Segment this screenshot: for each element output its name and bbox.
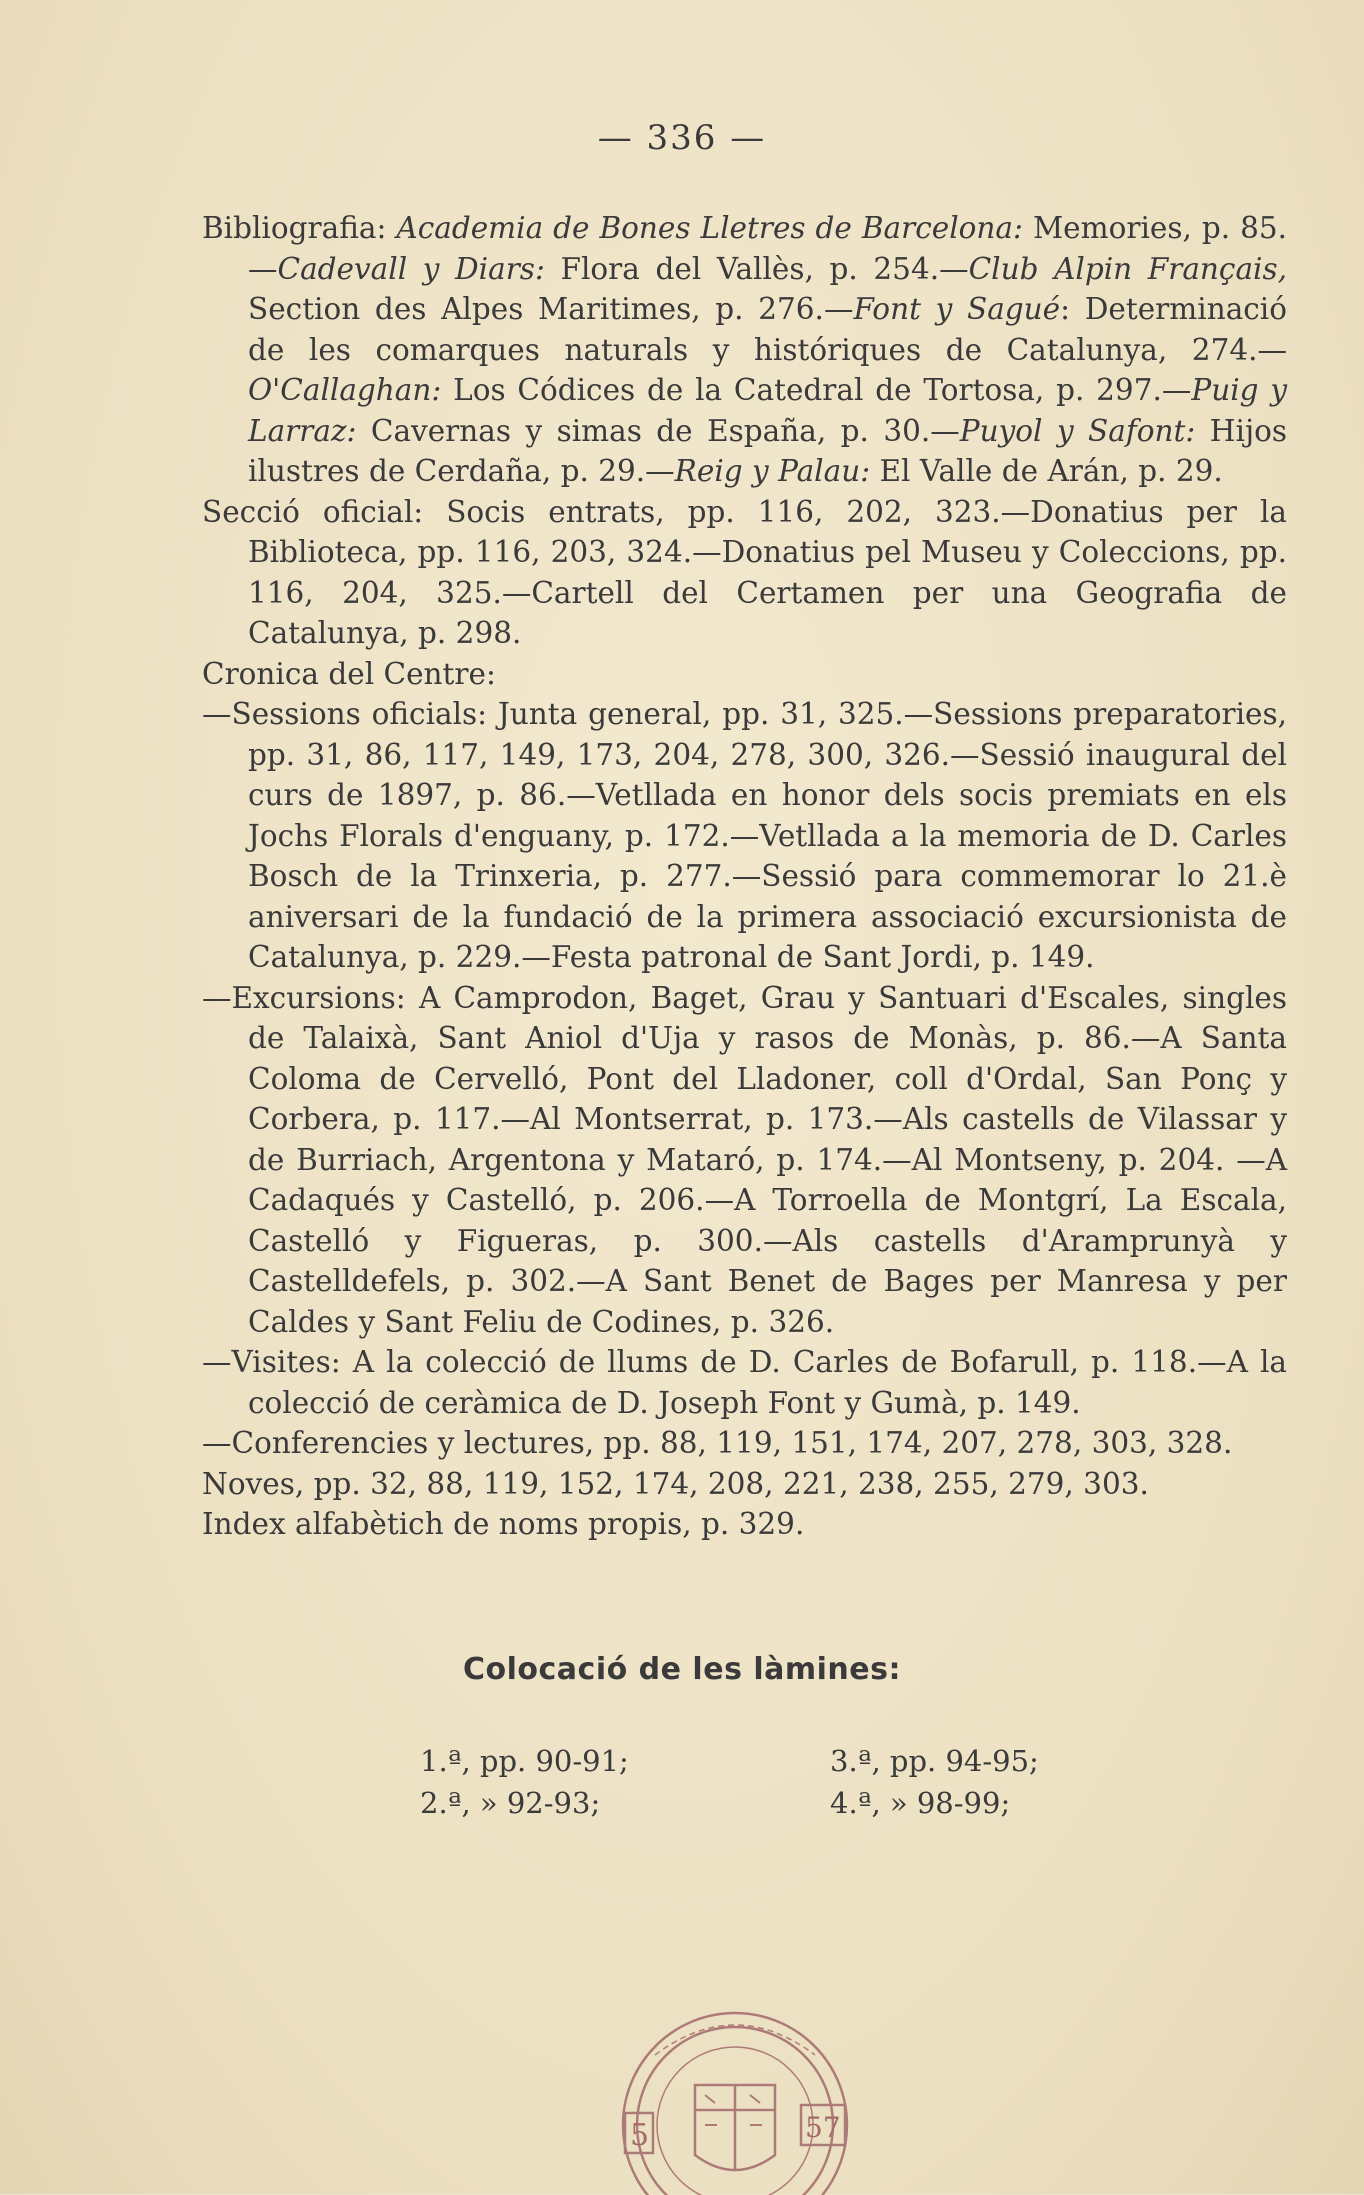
plate-entry: 1.ª, pp. 90-91;	[420, 1744, 629, 1778]
entry-text: Section des Alpes Maritimes, p. 276.—	[248, 292, 854, 326]
entry-text: Secció oficial: Socis entrats, pp. 116, 202, 323.—Donatius per la Biblioteca, pp. 116, 203, 324.—Donatius pel Museu y Coleccions, pp. 116, 204, 325.—Cartell del Certamen per una Geografia de Catalunya, p. 298.	[202, 494, 1287, 650]
entry-author: O'Callaghan:	[248, 373, 442, 407]
entry-text: —Excursions: A Camprodon, Baget, Grau y Santuari d'Escales, singles de Talaixà, Sant Aniol d'Uja y rasos de Monàs, p. 86.—A Santa Coloma de Cervelló, Pont del Lladoner, coll d'Ordal, San Ponç y Corbera, p. 117.—Al Montserrat, p. 173.—Als castells de Vilassar y de Burriach, Argentona y Mataró, p. 174.—Al Montseny, p. 204. —A Cadaqués y Castelló, p. 206.—A Torroella de Montgrí, La Escala, Castelló y Figueras, p. 300.—Als castells d'Aramprunyà y Castelldefels, p. 302.—A Sant Benet de Bages per Manresa y per Caldes y Sant Feliu de Codines, p. 326.	[202, 980, 1287, 1339]
entry-text: Hijos ilustres de Cerdaña, p. 29.—	[248, 413, 1287, 488]
index-entry	[202, 1342, 1287, 1423]
entry-author: Club Alpin Français,	[968, 251, 1287, 286]
entry-author: Reig y Palau:	[674, 454, 871, 488]
index-entry	[202, 654, 1287, 695]
index-entry	[202, 1423, 1287, 1464]
entry-text: Noves, pp. 32, 88, 119, 152, 174, 208, 221, 238, 255, 279, 303.	[202, 1466, 1149, 1501]
entry-text: —Visites: A la colecció de llums de D. Carles de Bofarull, p. 118.—A la colecció de ceràmica de D. Joseph Font y Gumà, p. 149.	[202, 1345, 1287, 1420]
index-entry	[202, 978, 1287, 1343]
index-entry	[202, 208, 1287, 492]
entry-text: Bibliografia:	[202, 211, 397, 245]
entry-author: Cadevall y Diars:	[277, 251, 545, 286]
stamp-number-right: 57	[805, 2111, 841, 2144]
entry-author: Academia de Bones Lletres de Barcelona:	[396, 211, 1023, 245]
plates-row	[420, 1740, 1120, 1782]
entry-author: Puyol y Safont:	[959, 413, 1196, 448]
entry-author: Font y Sagué	[853, 292, 1061, 326]
entry-text: Los Códices de la Catedral de Tortosa, p. 297.—	[441, 373, 1192, 407]
index-entry	[202, 492, 1287, 654]
entry-text: Index alfabètich de noms propis, p. 329.	[202, 1507, 805, 1541]
entry-text: —Conferencies y lectures, pp. 88, 119, 151, 174, 207, 278, 303, 328.	[202, 1426, 1233, 1460]
entry-text: Cavernas y simas de España, p. 30.—	[356, 413, 960, 448]
plate-entry: 2.ª, » 92-93;	[420, 1786, 601, 1820]
entry-text: El Valle de Arán, p. 29.	[870, 454, 1223, 488]
entry-text: —Sessions oficials: Junta general, pp. 31, 325.—Sessions preparatories, pp. 31, 86, 117, 149, 173, 204, 278, 300, 326.—Sessió inaugural del curs de 1897, p. 86.—Vetllada en honor dels socis premiats en els Jochs Florals d'enguany, p. 172.—Vetllada a la memoria de D. Carles Bosch de la Trinxeria, p. 277.—Sessió para commemorar lo 21.è aniversari de la fundació de la primera associació excursionista de Catalunya, p. 229.—Festa patronal de Sant Jordi, p. 149.	[202, 697, 1287, 974]
index-entry	[202, 1504, 1287, 1545]
plate-entry: 3.ª, pp. 94-95;	[830, 1744, 1039, 1778]
library-stamp-icon	[615, 1995, 855, 2195]
entry-text: Memories, p. 85. —	[248, 211, 1288, 286]
plate-entry: 4.ª, » 98-99;	[830, 1786, 1011, 1820]
plates-list	[420, 1740, 1120, 1824]
page-number: — 336 —	[597, 118, 767, 158]
index-entry	[202, 694, 1287, 978]
stamp-number-left: 5	[630, 2118, 650, 2153]
plates-heading: Colocació de les làmines:	[463, 1652, 901, 1687]
plates-row	[420, 1782, 1120, 1824]
index-entry	[202, 1464, 1287, 1505]
entry-text: Cronica del Centre:	[202, 656, 496, 691]
entry-text: : Determinació de les comarques naturals y históriques de Catalunya, 274.—	[248, 292, 1287, 367]
entry-text: Flora del Vallès, p. 254.—	[544, 251, 969, 286]
entry-author: Puig y Larraz:	[248, 373, 1287, 448]
index-body	[202, 208, 1287, 1545]
